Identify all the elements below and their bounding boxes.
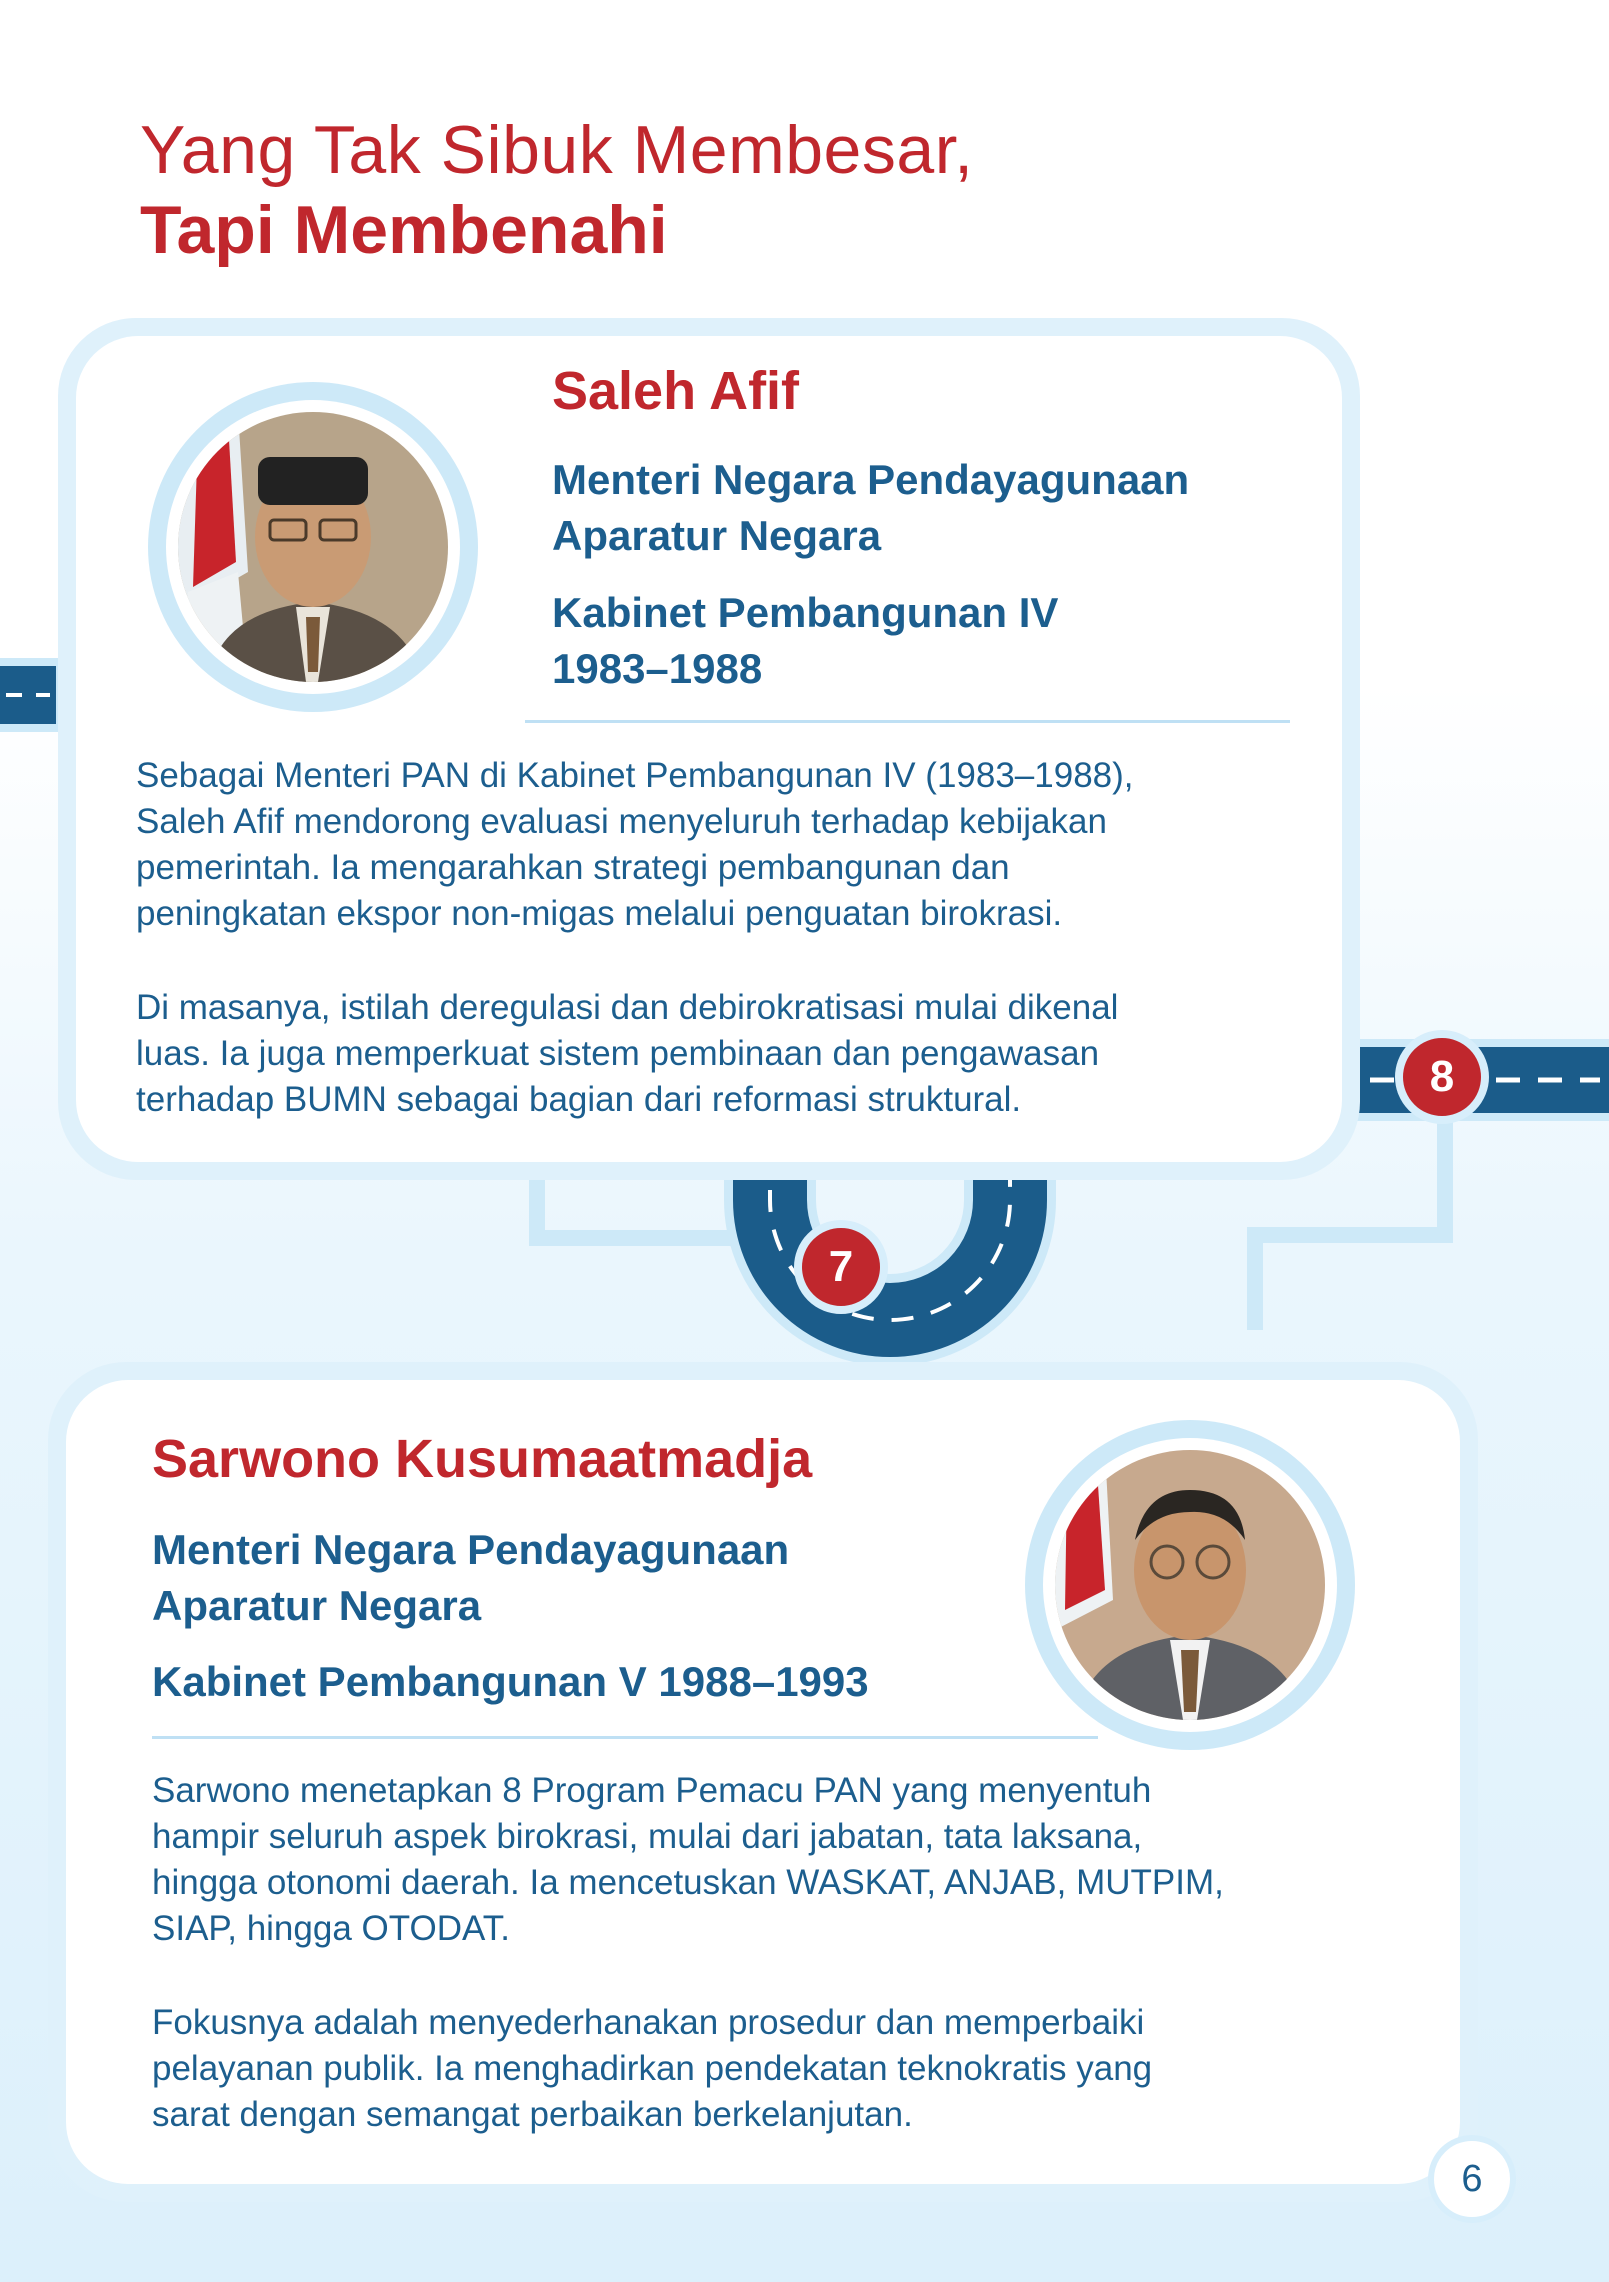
text-line: hingga otonomi daerah. Ia mencetuskan WASKAT, ANJAB, MUTPIM, [152,1863,1224,1902]
text-line: luas. Ia juga memperkuat sistem pembinaan dan pengawasan [136,1034,1100,1073]
minister-2-name: Sarwono Kusumaatmadja [152,1429,813,1489]
portrait-placeholder-icon [1055,1450,1325,1720]
sarwono-portrait [1025,1420,1355,1750]
portrait-placeholder-icon [178,412,448,682]
minister-1-position-line-2: Aparatur Negara [552,512,882,559]
saleh-afif-portrait [148,382,478,712]
minister-2-paragraph-1 [152,1768,1224,1952]
minister-2-paragraph-2 [152,2000,1152,2138]
text-line: pemerintah. Ia mengarahkan strategi pembangunan dan [136,848,1010,887]
minister-2-position-line-2: Aparatur Negara [152,1582,482,1629]
minister-1-divider [525,720,1290,723]
text-line: peningkatan ekspor non-migas melalui penguatan birokrasi. [136,894,1063,933]
text-line: Fokusnya adalah menyederhanakan prosedur dan memperbaiki [152,2003,1145,2042]
minister-1-position-line-1: Menteri Negara Pendayagunaan [552,456,1190,503]
page-number: 6 [1428,2135,1516,2223]
text-line: SIAP, hingga OTODAT. [152,1909,510,1948]
step-badge-7: 7 [794,1220,888,1314]
text-line: Sarwono menetapkan 8 Program Pemacu PAN yang menyentuh [152,1771,1152,1810]
step-badge-8: 8 [1395,1030,1489,1124]
text-line: Di masanya, istilah deregulasi dan debirokratisasi mulai dikenal [136,988,1119,1027]
minister-2-divider [152,1736,1098,1739]
text-line: Sebagai Menteri PAN di Kabinet Pembangunan IV (1983–1988), [136,756,1134,795]
road-stub-left [0,658,60,732]
text-line: pelayanan publik. Ia menghadirkan pendekatan teknokratis yang [152,2049,1153,2088]
text-line: Saleh Afif mendorong evaluasi menyeluruh terhadap kebijakan [136,802,1107,841]
text-line: hampir seluruh aspek birokrasi, mulai dari jabatan, tata laksana, [152,1817,1143,1856]
minister-2-position-line-1: Menteri Negara Pendayagunaan [152,1526,790,1573]
minister-2-cabinet: Kabinet Pembangunan V 1988–1993 [152,1658,869,1705]
minister-1-cabinet-line-2: 1983–1988 [552,645,763,692]
text-line: terhadap BUMN sebagai bagian dari reformasi struktural. [136,1080,1022,1119]
title-line-1: Yang Tak Sibuk Membesar, [140,112,974,188]
page-title [140,110,973,270]
minister-1-name: Saleh Afif [552,361,800,421]
minister-1-paragraph-2 [136,985,1118,1123]
minister-1-paragraph-1 [136,753,1134,937]
minister-1-cabinet-line-1: Kabinet Pembangunan IV [552,589,1059,636]
title-line-2: Tapi Membenahi [140,192,668,268]
text-line: sarat dengan semangat perbaikan berkelanjutan. [152,2095,913,2134]
